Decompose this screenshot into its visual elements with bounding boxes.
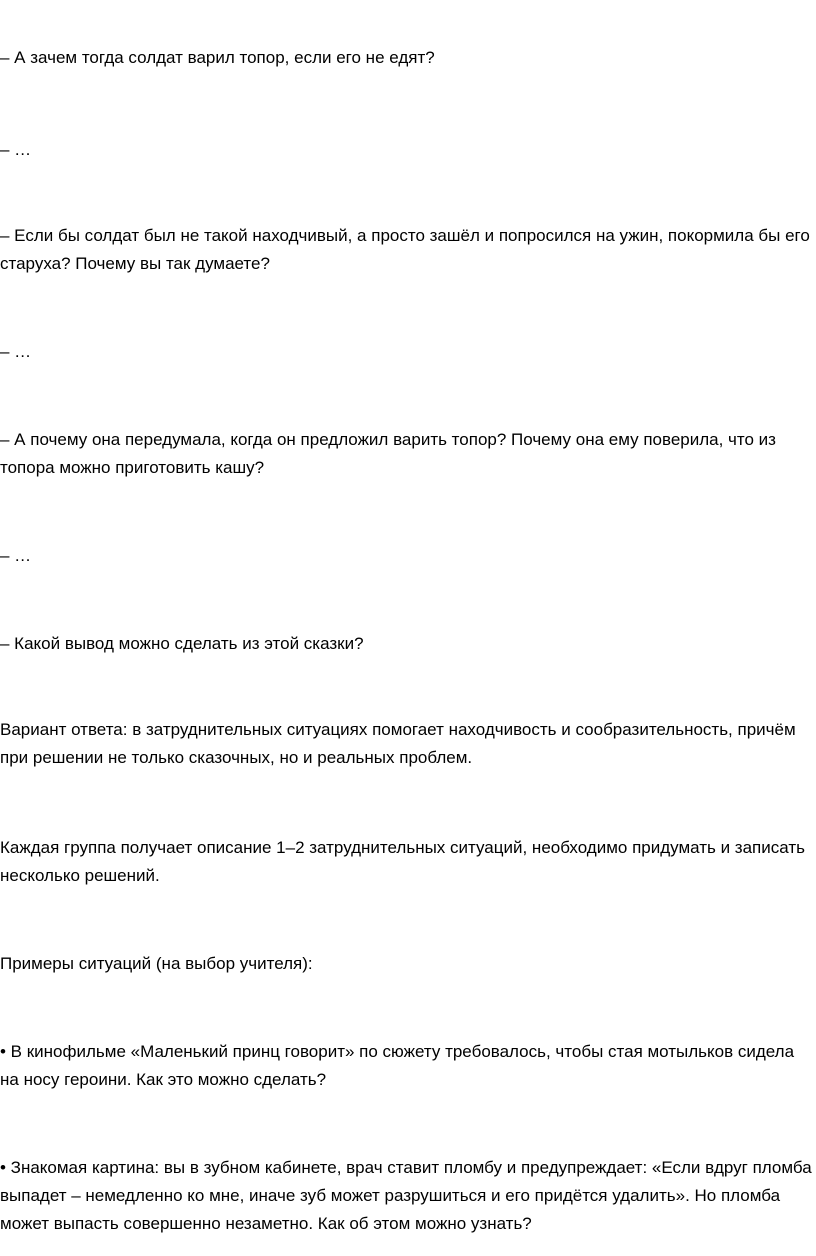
question-resourcefulness: – Если бы солдат был не такой находчивый, а просто зашёл и попросился на ужин, покормила бы его старуха? Почему вы так думаете? — [0, 226, 810, 273]
example-item-filling: • Знакомая картина: вы в зубном кабинете, врач ставит пломбу и предупреждает: «Если вдруг пломба выпадет – немедленно ко мне, иначе зуб может разрушиться и его придётся удалить». Но пломба может выпасть совершенно незаметно. Как об этом можно узнать? — [0, 1158, 812, 1233]
question-conclusion: – Какой вывод можно сделать из этой сказки? — [0, 634, 364, 653]
answer-placeholder-3: – … — [0, 546, 32, 565]
example-item-moths: • В кинофильме «Маленький принц говорит» по сюжету требовалось, чтобы стая мотыльков сидела на носу героини. Как это можно сделать? — [0, 1042, 795, 1089]
answer-placeholder-1: – … — [0, 140, 32, 159]
answer-variant: Вариант ответа: в затруднительных ситуациях помогает находчивость и сообразительность, причём при решении не только сказочных, но и реальных проблем. — [0, 720, 796, 767]
answer-placeholder-2: – … — [0, 342, 32, 361]
examples-heading: Примеры ситуаций (на выбор учителя): — [0, 954, 313, 973]
question-why-cook-axe: – А зачем тогда солдат варил топор, если его не едят? — [0, 48, 435, 67]
group-task: Каждая группа получает описание 1–2 затруднительных ситуаций, необходимо придумать и записать несколько решений. — [0, 838, 805, 885]
question-changed-mind: – А почему она передумала, когда он предложил варить топор? Почему она ему поверила, что из топора можно приготовить кашу? — [0, 430, 776, 477]
